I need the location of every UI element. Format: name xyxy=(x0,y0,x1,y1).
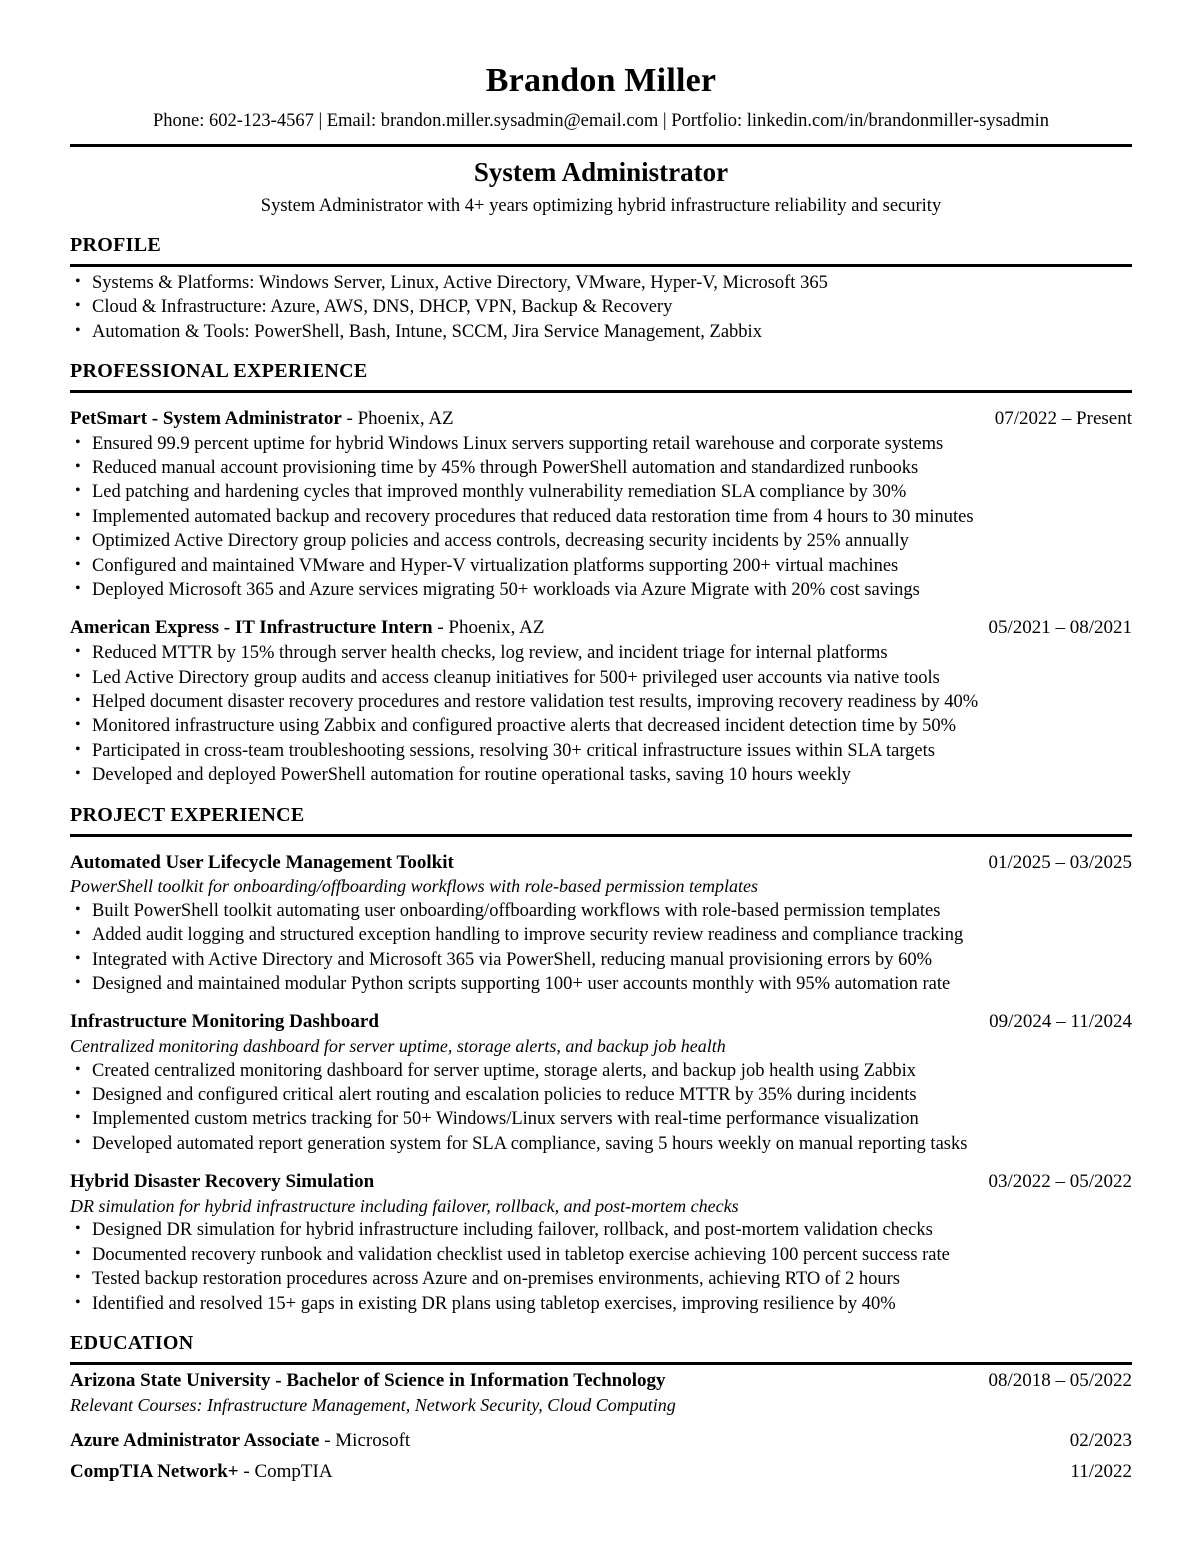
project-subtitle: DR simulation for hybrid infrastructure including failover, rollback, and post-mortem checks xyxy=(70,1195,739,1216)
section-project-experience xyxy=(70,804,1132,1316)
project-name: Automated User Lifecycle Management Toolkit xyxy=(70,851,454,873)
experience-bullet-list xyxy=(70,432,1132,603)
section-education xyxy=(70,1332,1132,1485)
section-title-project-experience: PROJECT EXPERIENCE xyxy=(70,803,305,826)
project-bullet-list xyxy=(70,1218,1132,1316)
professional-summary: System Administrator with 4+ years optimizing hybrid infrastructure reliability and security xyxy=(260,195,942,216)
section-title-education: EDUCATION xyxy=(70,1332,194,1355)
certification-name: CompTIA Network+ xyxy=(70,1460,239,1482)
project-entry-header xyxy=(70,851,1132,876)
project-name: Infrastructure Monitoring Dashboard xyxy=(70,1011,379,1033)
experience-entry-date: 07/2022 – Present xyxy=(994,407,1132,429)
list-item: • Optimized Active Directory group policies and access controls, decreasing security incidents by 25% annually xyxy=(70,529,1132,553)
education-entry xyxy=(70,1369,1132,1416)
list-item: • Designed and maintained modular Python scripts supporting 100+ user accounts monthly with 95% automation rate xyxy=(70,972,1132,996)
experience-entry-title xyxy=(70,407,454,432)
project-bullet-list xyxy=(70,899,1132,997)
list-item: • Created centralized monitoring dashboard for server uptime, storage alerts, and backup job health using Zabbix xyxy=(70,1059,1132,1083)
experience-entry-header xyxy=(70,616,1132,641)
education-entry-header xyxy=(70,1369,1132,1394)
certification-date: 11/2022 xyxy=(1070,1460,1132,1482)
project-name: Hybrid Disaster Recovery Simulation xyxy=(70,1171,375,1193)
certification-name: Azure Administrator Associate xyxy=(70,1430,320,1452)
list-item: • Tested backup restoration procedures across Azure and on-premises environments, achieving RTO of 2 hours xyxy=(70,1267,1132,1291)
list-item: • Added audit logging and structured exception handling to improve security review readiness and compliance tracking xyxy=(70,923,1132,947)
project-entry-header xyxy=(70,1010,1132,1035)
project-entry-title xyxy=(70,851,454,876)
project-entry-title xyxy=(70,1170,374,1195)
certification-date: 02/2023 xyxy=(1069,1430,1132,1452)
list-item: • Developed automated report generation system for SLA compliance, saving 5 hours weekly on manual reporting tasks xyxy=(70,1132,1132,1156)
certification-title xyxy=(70,1429,410,1454)
section-divider-education xyxy=(70,1362,1132,1365)
list-item: • Ensured 99.9 percent uptime for hybrid Windows Linux servers supporting retail warehouse and corporate systems xyxy=(70,432,1132,456)
list-item: • Deployed Microsoft 365 and Azure services migrating 50+ workloads via Azure Migrate with 20% cost savings xyxy=(70,578,1132,602)
experience-company-role: PetSmart - System Administrator xyxy=(70,407,342,429)
project-entry-date: 09/2024 – 11/2024 xyxy=(989,1011,1132,1033)
project-entry xyxy=(70,1170,1132,1316)
contact-line: Phone: 602-123-4567 | Email: brandon.miller.sysadmin@email.com | Portfolio: linkedin.com/in/brandonmiller-sysadmin xyxy=(152,111,1050,132)
education-entry-date: 08/2018 – 05/2022 xyxy=(988,1370,1132,1392)
project-bullet-list xyxy=(70,1059,1132,1157)
experience-entry-header xyxy=(70,407,1132,432)
experience-company-role: American Express - IT Infrastructure Intern xyxy=(70,617,433,639)
list-item: • Configured and maintained VMware and Hyper-V virtualization platforms supporting 200+ virtual machines xyxy=(70,554,1132,578)
project-entry xyxy=(70,1010,1132,1156)
section-professional-experience xyxy=(70,360,1132,788)
list-item: • Systems & Platforms: Windows Server, Linux, Active Directory, VMware, Hyper-V, Microsoft 365 xyxy=(70,271,1132,295)
project-entry-date: 03/2022 – 05/2022 xyxy=(988,1171,1132,1193)
project-entry xyxy=(70,851,1132,997)
certification-entry xyxy=(70,1429,1132,1454)
list-item: • Participated in cross-team troubleshooting sessions, resolving 30+ critical infrastructure issues within SLA targets xyxy=(70,739,1132,763)
experience-bullet-list xyxy=(70,641,1132,787)
list-item: • Led patching and hardening cycles that improved monthly vulnerability remediation SLA compliance by 30% xyxy=(70,480,1132,504)
section-profile xyxy=(70,234,1132,344)
list-item: • Integrated with Active Directory and Microsoft 365 via PowerShell, reducing manual provisioning errors by 60% xyxy=(70,948,1132,972)
list-item: • Cloud & Infrastructure: Azure, AWS, DNS, DHCP, VPN, Backup & Recovery xyxy=(70,295,1132,319)
list-item: • Identified and resolved 15+ gaps in existing DR plans using tabletop exercises, improving resilience by 40% xyxy=(70,1292,1132,1316)
list-item: • Reduced manual account provisioning time by 45% through PowerShell automation and standardized runbooks xyxy=(70,456,1132,480)
experience-entry-title xyxy=(70,616,544,641)
project-entry-header xyxy=(70,1170,1132,1195)
experience-entry-date: 05/2021 – 08/2021 xyxy=(988,617,1132,639)
list-item: • Documented recovery runbook and validation checklist used in tabletop exercise achieving 100 percent success rate xyxy=(70,1243,1132,1267)
education-relevant-courses: Relevant Courses: Infrastructure Management, Network Security, Cloud Computing xyxy=(70,1394,676,1415)
certification-issuer: - Microsoft xyxy=(319,1430,411,1452)
education-school-degree: Arizona State University - Bachelor of Science in Information Technology xyxy=(70,1370,666,1392)
certification-title xyxy=(70,1460,333,1485)
project-entry-date: 01/2025 – 03/2025 xyxy=(988,851,1132,873)
project-entry-title xyxy=(70,1010,379,1035)
certification-issuer: - CompTIA xyxy=(238,1460,333,1482)
experience-location: - Phoenix, AZ xyxy=(341,407,454,429)
certification-entry-header xyxy=(70,1460,1132,1485)
experience-entry xyxy=(70,407,1132,603)
experience-location: - Phoenix, AZ xyxy=(432,617,545,639)
section-divider-profile xyxy=(70,264,1132,267)
candidate-name: Brandon Miller xyxy=(485,62,717,99)
project-subtitle: Centralized monitoring dashboard for server uptime, storage alerts, and backup job health xyxy=(70,1036,726,1057)
certification-entry xyxy=(70,1460,1132,1485)
list-item: • Implemented custom metrics tracking for 50+ Windows/Linux servers with real-time performance visualization xyxy=(70,1107,1132,1131)
list-item: • Reduced MTTR by 15% through server health checks, log review, and incident triage for internal platforms xyxy=(70,641,1132,665)
list-item: • Automation & Tools: PowerShell, Bash, Intune, SCCM, Jira Service Management, Zabbix xyxy=(70,320,1132,344)
list-item: • Helped document disaster recovery procedures and restore validation test results, improving recovery readiness by 40% xyxy=(70,690,1132,714)
list-item: • Developed and deployed PowerShell automation for routine operational tasks, saving 10 hours weekly xyxy=(70,763,1132,787)
profile-bullet-list xyxy=(70,271,1132,344)
certification-entry-header xyxy=(70,1429,1132,1454)
section-title-profile: PROFILE xyxy=(70,233,161,256)
list-item: • Monitored infrastructure using Zabbix and configured proactive alerts that decreased incident detection time by 50% xyxy=(70,714,1132,738)
list-item: • Led Active Directory group audits and access cleanup initiatives for 500+ privileged user accounts via native tools xyxy=(70,666,1132,690)
section-divider-project-experience xyxy=(70,834,1132,837)
project-subtitle: PowerShell toolkit for onboarding/offboarding workflows with role-based permission templates xyxy=(70,876,758,897)
section-title-professional-experience: PROFESSIONAL EXPERIENCE xyxy=(70,359,368,382)
list-item: • Designed and configured critical alert routing and escalation policies to reduce MTTR by 35% during incidents xyxy=(70,1083,1132,1107)
experience-entry xyxy=(70,616,1132,787)
job-title-headline: System Administrator xyxy=(473,157,729,188)
list-item: • Built PowerShell toolkit automating user onboarding/offboarding workflows with role-based permission templates xyxy=(70,899,1132,923)
list-item: • Implemented automated backup and recovery procedures that reduced data restoration time from 4 hours to 30 minutes xyxy=(70,505,1132,529)
header-divider xyxy=(70,144,1132,147)
resume-header xyxy=(70,62,1132,218)
list-item: • Designed DR simulation for hybrid infrastructure including failover, rollback, and post-mortem validation checks xyxy=(70,1218,1132,1242)
section-divider-professional-experience xyxy=(70,390,1132,393)
